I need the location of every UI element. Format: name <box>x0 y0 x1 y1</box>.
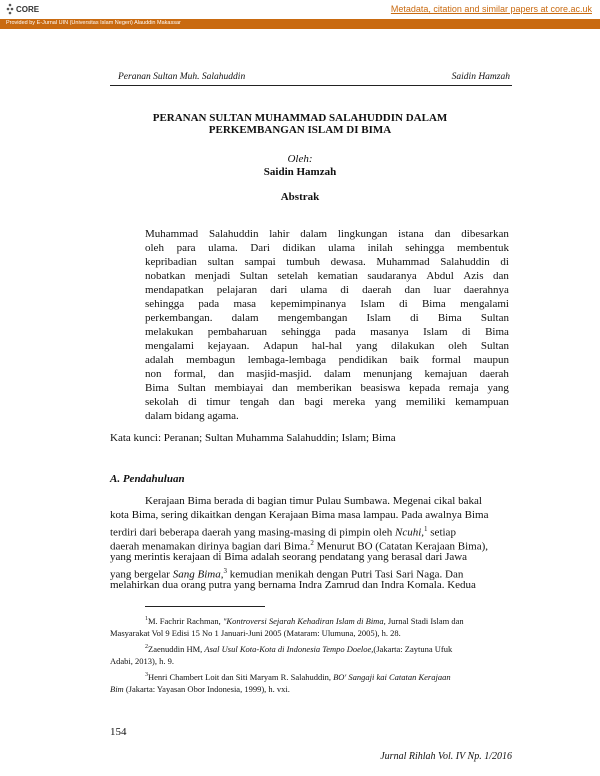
abstract-line: mendapatkan pelajaran dari ulama di daerah dan luar daerahnya <box>145 284 509 296</box>
body-text: Menurut BO (Catatan Kerajaan Bima), <box>313 540 488 553</box>
footnote-text: Jurnal Stadi Islam dan <box>385 615 464 626</box>
body-text-italic: Ncuhi, <box>395 526 425 539</box>
footnote-text: M. Fachrir Rachman, <box>148 615 223 626</box>
body-text: kemudian menikah dengan Putri Tasi Sari Naga. Dan <box>226 568 464 581</box>
footnote-italic: "Kontroversi Sejarah Kehadiran Islam di Bima, <box>222 615 386 626</box>
core-logo[interactable] <box>6 3 39 15</box>
body-text: terdiri dari beberapa daerah yang masing-masing di pimpin oleh <box>110 526 395 539</box>
footnote-1-cont: Masyarakat Vol 9 Edisi 15 No 1 Januari-Juni 2005 (Mataram: Ulumuna, 2005), h. 28. <box>110 628 401 638</box>
footnote-ref[interactable]: 2 <box>310 539 314 547</box>
page-number: 154 <box>110 726 127 738</box>
abstract-heading: Abstrak <box>280 191 320 203</box>
footnote-text: (Jakarta: Zaytuna Ufuk <box>373 643 453 654</box>
running-header-right: Saidin Hamzah <box>451 72 510 82</box>
body-text: yang bergelar <box>110 568 173 581</box>
abstract-line: perkembangan. dalam mengembangan Islam di Bima Sultan <box>145 312 509 324</box>
header-rule <box>110 85 512 86</box>
body-text-italic: Sang Bima, <box>172 568 224 581</box>
body-line: melahirkan dua orang putra yang bernama Indra Zamrud dan Indra Komala. Kedua <box>110 579 476 591</box>
footnote-2-cont: Adabi, 2013), h. 9. <box>110 656 174 666</box>
abstract-line: kepribadian sultan sampai tumbuh dewasa. Muhammad Salahuddin di <box>145 256 509 268</box>
footnote-italic: Asal Usul Kota-Kota di Indonesia Tempo Doeloe, <box>204 643 374 654</box>
abstract-line: dalam bidang agama. <box>145 410 239 422</box>
core-logo-text: CORE <box>16 4 40 14</box>
running-header-left: Peranan Sultan Muh. Salahuddin <box>118 72 246 82</box>
provided-by-text[interactable]: Provided by E-Jurnal UIN (Universitas Islam Negeri) Alauddin Makassar <box>6 20 181 26</box>
abstract-line: nobatkan menjadi Sultan setelah kematian saudaranya Abdul Azis dan <box>145 270 509 282</box>
paper-title-line-1: PERANAN SULTAN MUHAMMAD SALAHUDDIN DALAM <box>152 112 448 124</box>
body-line: kota Bima, sering dikaitkan dengan Kerajaan Bima masa lampau. Pada awalnya Bima <box>110 509 489 521</box>
footnote-1 <box>145 613 512 628</box>
section-heading-pendahuluan: A. Pendahuluan <box>110 473 185 485</box>
abstract-line: sehingga pada masa kepemimpinanya Islam di Bima mengalami <box>145 298 509 310</box>
footnote-italic: BO' Sangaji kai Catatan Kerajaan <box>333 671 451 682</box>
abstract-line: melakukan pembaharuan sehingga pada masanya Islam di Bima <box>145 326 509 338</box>
footnote-number: 2 <box>145 644 148 650</box>
core-logo-icon <box>6 3 14 15</box>
abstract-line: oleh para ulama. Dari didikan ulama inilah sehingga membentuk <box>145 242 509 254</box>
abstract-line: Muhammad Salahuddin lahir dalam lingkungan istana dan dibesarkan <box>145 228 509 240</box>
footnote-number: 1 <box>145 616 148 622</box>
abstract-line: non formal, dan masjid-masjid. dalam menunjang kemajuan daerah <box>145 368 509 380</box>
abstract-line: sekolah di timur tengah dan bagi mereka yang memiliki kemampuan <box>145 396 509 408</box>
footnote-3-cont <box>110 683 512 696</box>
footnote-italic: Bim <box>110 684 124 694</box>
abstract-line: adalah membagun lembaga-lembaga pendidikan baik formal maupun <box>145 354 509 366</box>
footnote-3 <box>145 669 512 684</box>
byline-oleh: Oleh: <box>287 153 313 165</box>
footnote-text: Zaenuddin HM, <box>148 643 205 654</box>
footnote-ref[interactable]: 3 <box>223 567 227 575</box>
body-text: setiap <box>427 526 456 539</box>
abstract-line: mengalami kejayaan. Adapun hal-hal yang dilakukan oleh Sultan <box>145 340 509 352</box>
abstract-line: Bima Sultan membiayai dan memberikan beasiswa kepada remaja yang <box>145 382 509 394</box>
footnote-number: 3 <box>145 672 148 678</box>
keywords: Kata kunci: Peranan; Sultan Muhamma Salahuddin; Islam; Bima <box>110 432 396 444</box>
footnote-text: Henri Chambert Loit dan Siti Maryam R. Salahuddin, <box>148 671 334 682</box>
footnote-rule <box>145 606 265 607</box>
body-text: daerah menamakan dirinya bagian dari Bima. <box>110 540 311 553</box>
paper-title-line-2: PERKEMBANGAN ISLAM DI BIMA <box>208 124 392 136</box>
footnote-2 <box>145 641 512 656</box>
footnote-text: (Jakarta: Yayasan Obor Indonesia, 1999), h. vxi. <box>123 684 290 694</box>
body-line: yang merintis kerajaan di Bima adalah seorang pendatang yang berasal dari Jawa <box>110 551 468 563</box>
footnote-ref[interactable]: 1 <box>424 525 428 533</box>
journal-footer: Jurnal Rihlah Vol. IV Np. 1/2016 <box>380 751 512 762</box>
body-line: Kerajaan Bima berada di bagian timur Pulau Sumbawa. Megenai cikal bakal <box>145 495 482 507</box>
author-name: Saidin Hamzah <box>263 166 337 178</box>
core-metadata-link[interactable]: Metadata, citation and similar papers at core.ac.uk <box>390 4 592 14</box>
